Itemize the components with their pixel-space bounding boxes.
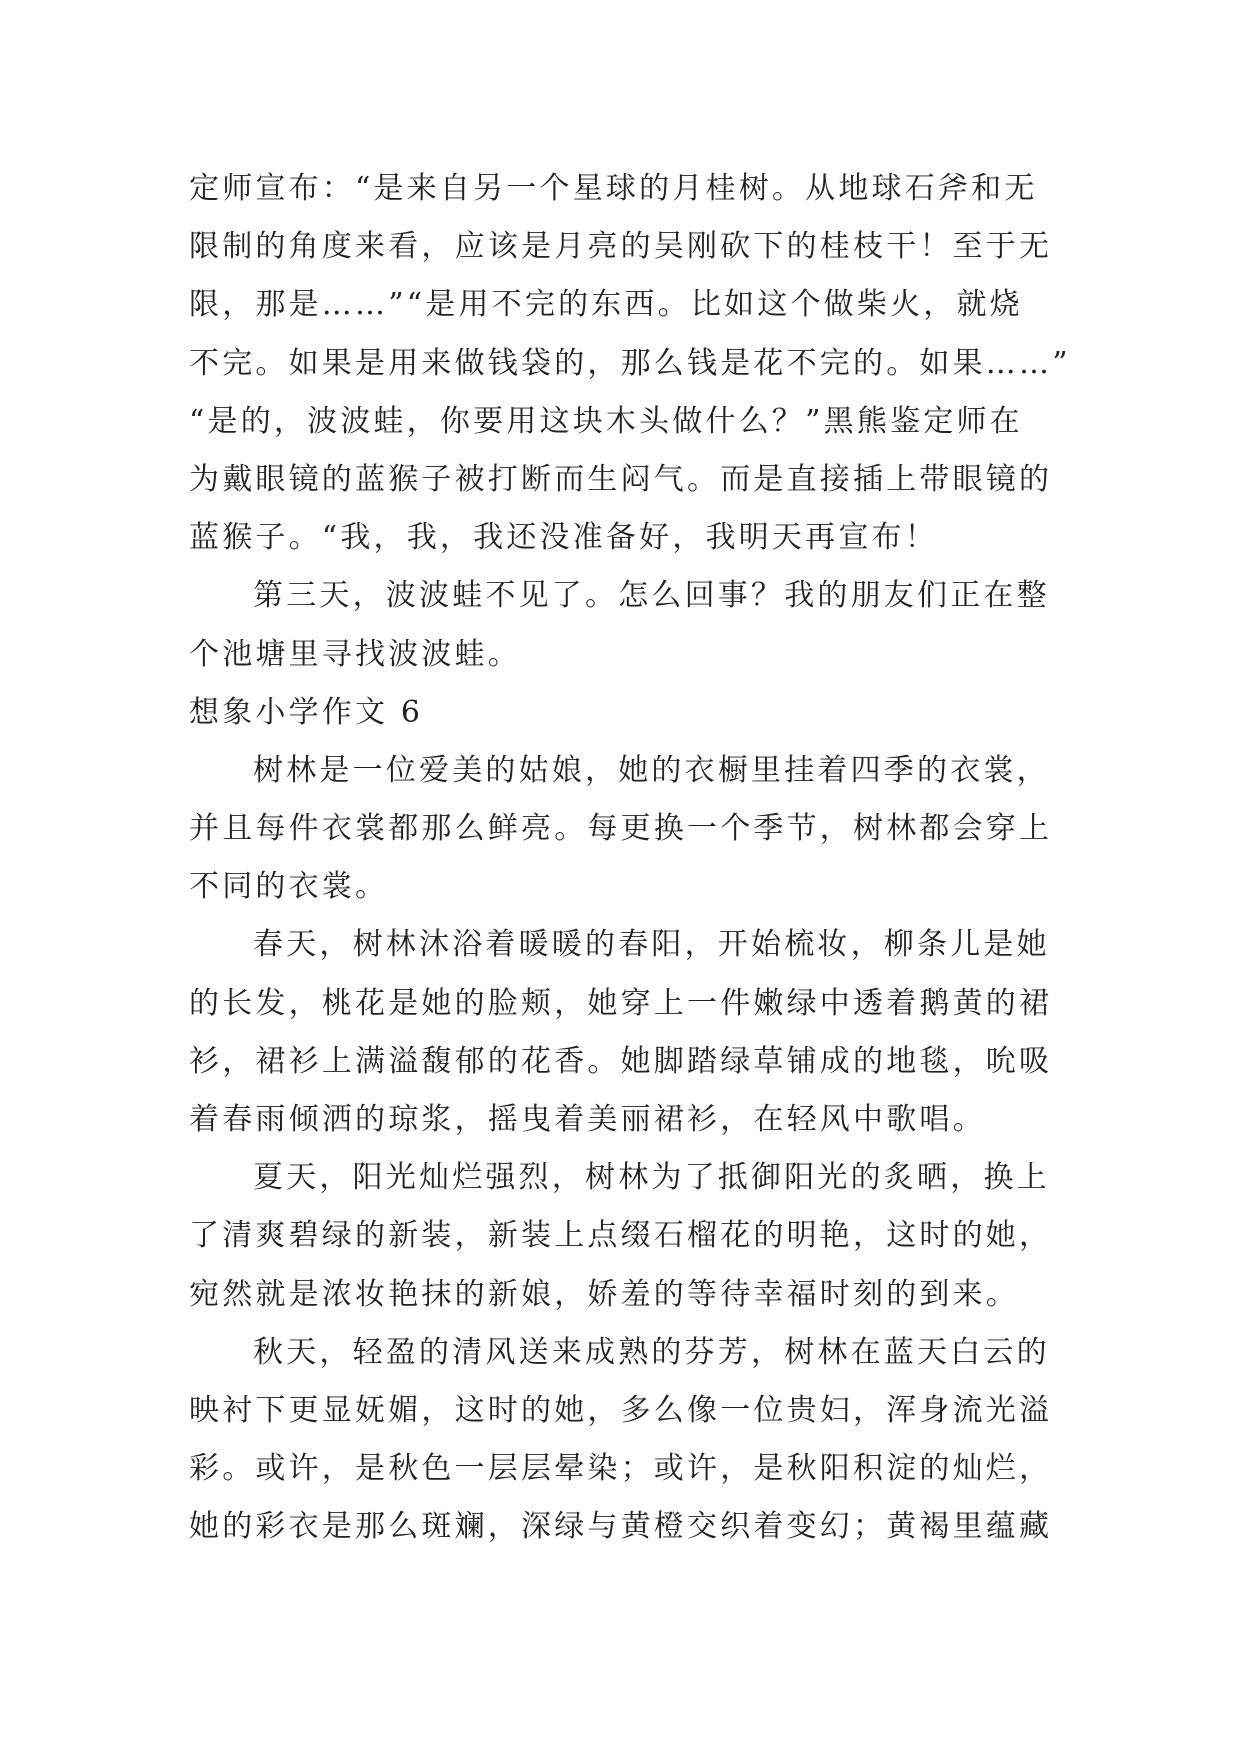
section-heading: 想象小学作文 6 (189, 694, 424, 730)
text-line: 彩。或许，是秋色一层层晕染；或许，是秋阳积淀的灿烂， (189, 1451, 1053, 1487)
text-line: 不完。如果是用来做钱袋的，那么钱是花不完的。如果……” (189, 345, 1071, 381)
paragraph-first-line: 春天，树林沐浴着暖暖的春阳，开始梳妆，柳条儿是她 (253, 927, 1050, 963)
text-line: 衫，裙衫上满溢馥郁的花香。她脚踏绿草铺成的地毯，吮吸 (189, 1043, 1053, 1079)
paragraph-first-line: 夏天，阳光灿烂强烈，树林为了抵御阳光的炙晒，换上 (253, 1160, 1050, 1196)
text-line: “是的，波波蛙，你要用这块木头做什么？”黑熊鉴定师在 (189, 403, 1023, 439)
paragraph-first-line: 秋天，轻盈的清风送来成熟的芬芳，树林在蓝天白云的 (253, 1334, 1050, 1370)
text-line: 不同的衣裳。 (189, 869, 389, 905)
text-line: 着春雨倾洒的琼浆，摇曳着美丽裙衫，在轻风中歌唱。 (189, 1102, 986, 1137)
text-line: 蓝猴子。“我，我，我还没准备好，我明天再宣布！ (189, 520, 938, 556)
paragraph-first-line: 树林是一位爱美的姑娘，她的衣橱里挂着四季的衣裳， (253, 752, 1050, 788)
text-line: 了清爽碧绿的新装，新装上点缀石榴花的明艳，这时的她， (189, 1218, 1053, 1254)
text-line: 限，那是……”“是用不完的东西。比如这个做柴火，就烧 (189, 287, 1023, 323)
document-page (189, 160, 1071, 1557)
text-line: 个池塘里寻找波波蛙。 (189, 636, 521, 672)
text-line: 为戴眼镜的蓝猴子被打断而生闷气。而是直接插上带眼镜的 (189, 461, 1053, 497)
text-line: 宛然就是浓妆艳抹的新娘，娇羞的等待幸福时刻的到来。 (189, 1276, 1019, 1312)
text-line: 的长发，桃花是她的脸颊，她穿上一件嫩绿中透着鹅黄的裙 (189, 985, 1053, 1021)
text-line: 限制的角度来看，应该是月亮的吴刚砍下的桂枝干！至于无 (189, 229, 1053, 265)
text-line: 她的彩衣是那么斑斓，深绿与黄橙交织着变幻；黄褐里蕴藏 (189, 1509, 1053, 1545)
text-line: 并且每件衣裳都那么鲜亮。每更换一个季节，树林都会穿上 (189, 811, 1053, 847)
paragraph-first-line: 第三天，波波蛙不见了。怎么回事？我的朋友们正在整 (253, 578, 1050, 614)
text-line: 定师宣布：“是来自另一个星球的月桂树。从地球石斧和无 (189, 171, 1038, 206)
text-line: 映衬下更显妩媚，这时的她，多么像一位贵妇，浑身流光溢 (189, 1392, 1053, 1428)
